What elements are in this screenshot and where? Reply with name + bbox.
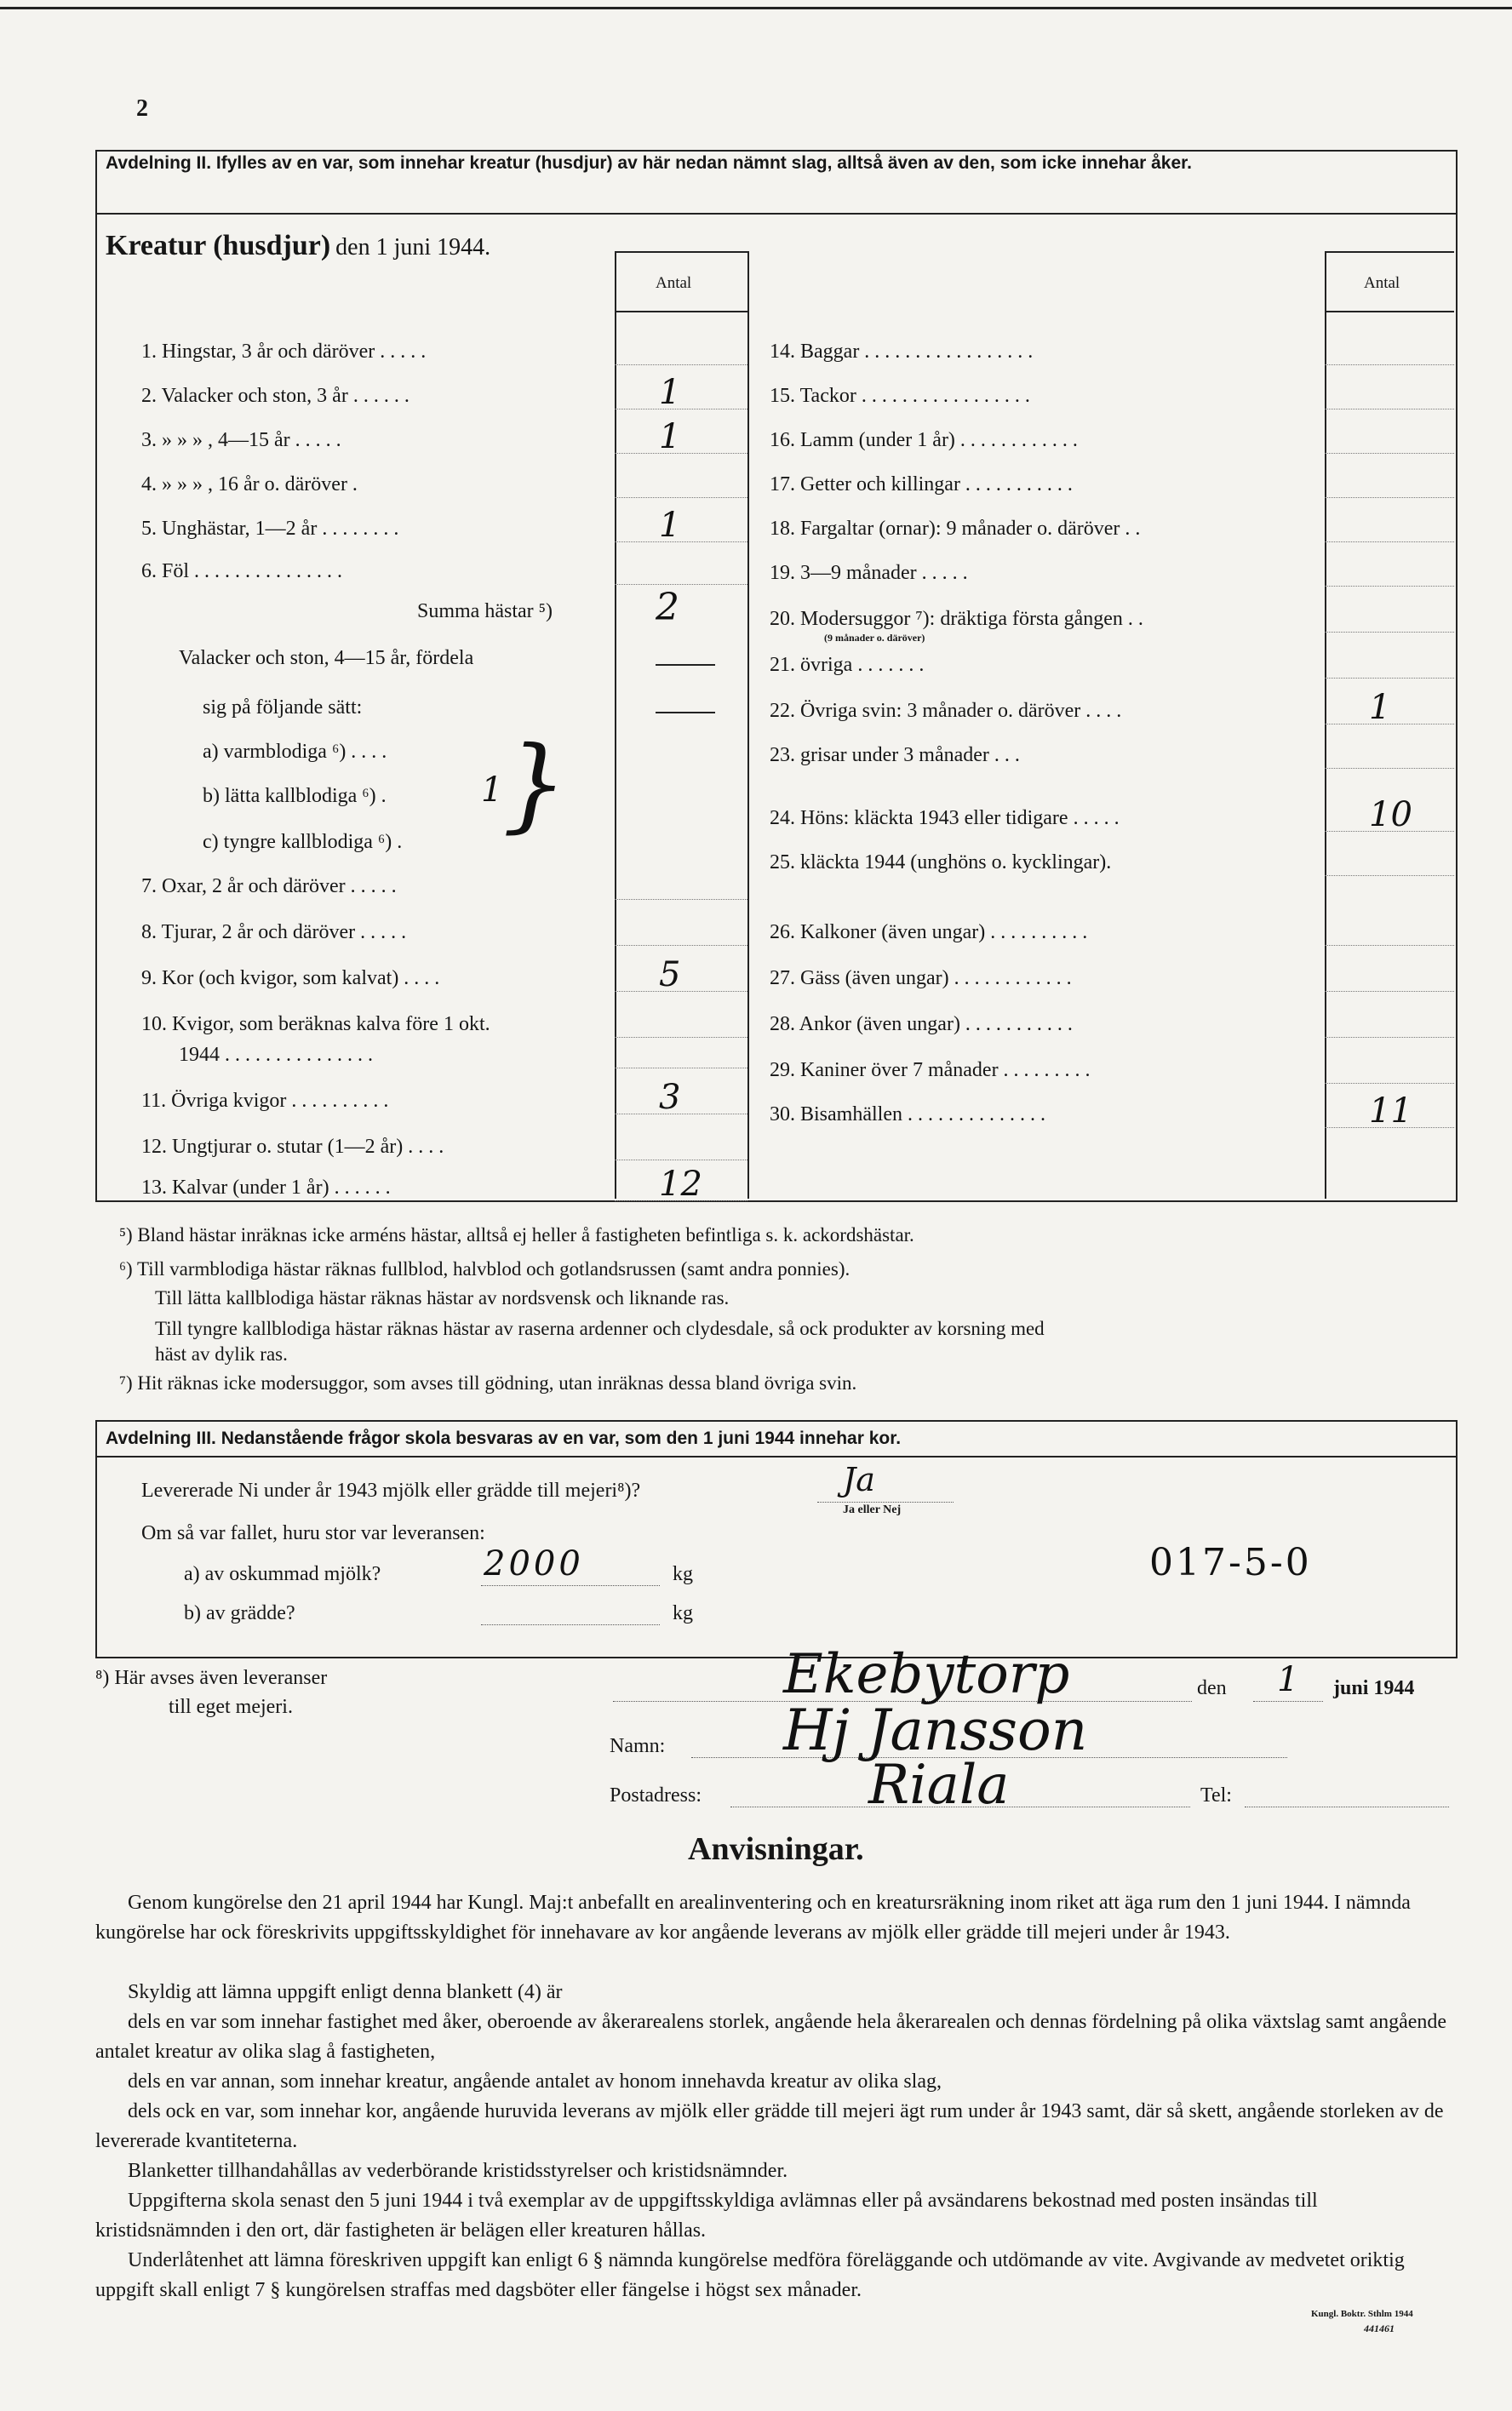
right-row-20-cell[interactable] xyxy=(1325,632,1454,633)
left-row-3-cell[interactable] xyxy=(615,453,747,454)
right-row-18-label: 18. Fargaltar (ornar): 9 månader o. däröver . . xyxy=(770,518,1141,540)
left-row-5-value[interactable]: 1 xyxy=(659,506,681,545)
right-row-28-cell[interactable] xyxy=(1325,1037,1454,1038)
postadress-value[interactable]: Riala xyxy=(868,1754,1010,1817)
a-unit: kg xyxy=(673,1563,693,1585)
right-row-24-label: 24. Höns: kläckta 1943 eller tidigare . . . . . xyxy=(770,807,1120,829)
title-bold: Kreatur (husdjur) xyxy=(106,230,331,261)
valacker-dash2 xyxy=(656,712,715,713)
right-row-16-label: 16. Lamm (under 1 år) . . . . . . . . . . . . xyxy=(770,429,1078,451)
right-row-17-label: 17. Getter och killingar . . . . . . . . . . . xyxy=(770,473,1073,495)
right-row-23-label: 23. grisar under 3 månader . . . xyxy=(770,744,1020,766)
left-row-2-value[interactable]: 1 xyxy=(659,373,681,412)
left-row2-6-label: 11. Övriga kvigor . . . . . . . . . . xyxy=(141,1090,389,1112)
valacker-line1: Valacker och ston, 4—15 år, fördela xyxy=(179,647,474,669)
left-antal-header: Antal xyxy=(656,274,692,292)
printer-mark: Kungl. Boktr. Sthlm 1944 xyxy=(1311,2309,1413,2319)
anvisningar-title: Anvisningar. xyxy=(688,1831,864,1867)
para-7: Uppgifterna skola senast den 5 juni 1944 i två exemplar av de uppgiftsskyldiga avlämnas eller på avsändarens bekostnad med posten insändas till kristidsnämnden i den ort, där fastigheten är belägen eller kreaturen hållas. xyxy=(95,2190,1318,2242)
summa-value[interactable]: 2 xyxy=(656,586,679,629)
left-row2-2-cell[interactable] xyxy=(615,945,747,946)
footnote-6: ⁶) Till varmblodiga hästar räknas fullblod, halvblod och gotlandsrussen (samt andra ponnies). xyxy=(119,1258,850,1280)
a-line xyxy=(481,1585,660,1586)
right-row-25-label: 25. kläckta 1944 (unghöns o. kycklingar). xyxy=(770,851,1112,873)
para-3: dels en var som innehar fastighet med åker, oberoende av åkerarealens storlek, angående hela åkerarealen och dennas fördelning på olika växtslag samt angående antalet kreatur av olika slag å fastigheten, xyxy=(95,2011,1447,2063)
left-antal-col-left xyxy=(615,251,616,1199)
title-rest: den 1 juni 1944. xyxy=(335,234,491,261)
right-row-22-value[interactable]: 1 xyxy=(1369,688,1391,727)
left-row2-4-label: 10. Kvigor, som beräknas kalva före 1 okt. xyxy=(141,1013,490,1035)
left-row-5-cell[interactable] xyxy=(615,541,747,542)
left-row-4-cell[interactable] xyxy=(615,497,747,498)
q1-answer-line xyxy=(817,1502,954,1503)
b-line xyxy=(481,1624,660,1625)
top-rule xyxy=(0,7,1512,9)
right-row-25-cell[interactable] xyxy=(1325,875,1454,876)
right-row-16-cell[interactable] xyxy=(1325,453,1454,454)
namn-label: Namn: xyxy=(610,1735,666,1757)
right-row-22-label: 22. Övriga svin: 3 månader o. däröver . . . . xyxy=(770,700,1122,722)
day-line xyxy=(1253,1701,1323,1702)
footnote-7: ⁷) Hit räknas icke modersuggor, som avses till gödning, utan inräknas dessa bland övriga svin. xyxy=(119,1372,857,1394)
para-1: Genom kungörelse den 21 april 1944 har Kungl. Maj:t anbefallt en arealinventering och en kreatursräkning inom riket att äga rum den 1 juni 1944. I nämnda kungörelse har ock föreskrivits uppgiftsskyldighet för innehavare av kor angående leverans av mjölk eller grädde till mejeri under år 1943. xyxy=(95,1892,1411,1944)
code-note: 017-5-0 xyxy=(1149,1541,1312,1584)
section2-header: Avdelning II. Ifylles av en var, som innehar kreatur (husdjur) av här nedan nämnt slag, alltså även av den, som icke innehar åker. xyxy=(106,153,1193,173)
left-row2-3-value[interactable]: 5 xyxy=(659,955,681,994)
right-row-27-label: 27. Gäss (även ungar) . . . . . . . . . . . . xyxy=(770,967,1072,989)
right-row-23-cell[interactable] xyxy=(1325,768,1454,769)
footnote-6b: Till lätta kallblodiga hästar räknas hästar av nordsvensk och liknande ras. xyxy=(155,1287,730,1309)
right-row-26-cell[interactable] xyxy=(1325,945,1454,946)
left-row2-3-label: 9. Kor (och kvigor, som kalvat) . . . . xyxy=(141,967,440,989)
right-row-20-label: 20. Modersuggor ⁷): dräktiga första gången . . xyxy=(770,608,1143,630)
valacker-dash1 xyxy=(656,664,715,666)
left-row-3-label: 3. » » » , 4—15 år . . . . . xyxy=(141,429,341,451)
brace-glyph: } xyxy=(502,725,568,844)
q1-answer[interactable]: Ja xyxy=(843,1461,875,1498)
right-row-29-label: 29. Kaniner över 7 månader . . . . . . . . . xyxy=(770,1059,1091,1081)
left-row2-5-label: 1944 . . . . . . . . . . . . . . . xyxy=(179,1044,373,1066)
left-row2-8-value[interactable]: 12 xyxy=(659,1165,702,1204)
valacker-line2: sig på följande sätt: xyxy=(203,696,363,719)
left-row2-7-label: 12. Ungtjurar o. stutar (1—2 år) . . . . xyxy=(141,1136,444,1158)
right-row-30-value[interactable]: 11 xyxy=(1369,1091,1412,1131)
q1-hint: Ja eller Nej xyxy=(843,1503,902,1516)
month-year: juni 1944 xyxy=(1333,1677,1415,1699)
left-row-1-label: 1. Hingstar, 3 år och däröver . . . . . xyxy=(141,341,427,363)
b-label: b) av grädde? xyxy=(184,1602,295,1624)
left-row2-4-cell[interactable] xyxy=(615,1037,747,1038)
left-antal-col-right xyxy=(747,251,749,1199)
right-antal-top xyxy=(1325,251,1454,253)
den-label: den xyxy=(1197,1677,1227,1699)
a-value[interactable]: 2000 xyxy=(484,1544,584,1583)
page-number: 2 xyxy=(136,95,148,122)
right-row-28-label: 28. Ankor (även ungar) . . . . . . . . . . . xyxy=(770,1013,1073,1035)
left-antal-header-rule xyxy=(615,311,749,312)
q1-label: Levererade Ni under år 1943 mjölk eller grädde till mejeri⁸)? xyxy=(141,1480,641,1502)
right-row-19-cell[interactable] xyxy=(1325,586,1454,587)
left-row-1-cell[interactable] xyxy=(615,364,747,365)
left-row-3-value[interactable]: 1 xyxy=(659,417,681,456)
left-row2-3-cell[interactable] xyxy=(615,991,747,992)
sub-b-value[interactable]: 1 xyxy=(481,770,503,810)
right-row-19-label: 19. 3—9 månader . . . . . xyxy=(770,562,968,584)
left-row-6-label: 6. Föl . . . . . . . . . . . . . . . xyxy=(141,560,343,582)
right-antal-col-left xyxy=(1325,251,1326,1199)
sub-c-label: c) tyngre kallblodiga ⁶) . xyxy=(203,831,403,853)
right-row-29-cell[interactable] xyxy=(1325,1083,1454,1084)
left-row-6-cell[interactable] xyxy=(615,584,747,585)
left-row2-1-label: 7. Oxar, 2 år och däröver . . . . . xyxy=(141,875,397,897)
footnote-5: ⁵) Bland hästar inräknas icke arméns hästar, alltså ej heller å fastigheten befintliga s. k. ackordshästar. xyxy=(119,1224,914,1246)
a-label: a) av oskummad mjölk? xyxy=(184,1563,381,1585)
right-antal-header-rule xyxy=(1325,311,1454,312)
footnote-6c: Till tyngre kallblodiga hästar räknas hästar av raserna ardenner och clydesdale, så ock produkter av korsning med xyxy=(155,1318,1045,1339)
left-row2-1-cell[interactable] xyxy=(615,899,747,900)
q2-label: Om så var fallet, huru stor var leveransen: xyxy=(141,1522,485,1544)
left-row2-8-label: 13. Kalvar (under 1 år) . . . . . . xyxy=(141,1177,391,1199)
section2-header-rule xyxy=(95,213,1456,215)
summa-label: Summa hästar ⁵) xyxy=(417,600,553,622)
day-value[interactable]: 1 xyxy=(1277,1660,1299,1699)
footnote-8b: till eget mejeri. xyxy=(169,1696,293,1718)
sub-b-label: b) lätta kallblodiga ⁶) . xyxy=(203,785,387,807)
right-row-17-cell[interactable] xyxy=(1325,497,1454,498)
printer-code: 441461 xyxy=(1364,2322,1395,2334)
right-row-14-label: 14. Baggar . . . . . . . . . . . . . . . . . xyxy=(770,341,1034,363)
section3-header: Avdelning III. Nedanstående frågor skola besvaras av en var, som den 1 juni 1944 innehar kor. xyxy=(106,1429,902,1448)
footnote-8a: ⁸) Här avses även leveranser xyxy=(95,1667,328,1689)
footnote-6d: häst av dylik ras. xyxy=(155,1343,288,1365)
para-6: Blanketter tillhandahållas av vederbörande kristidsstyrelser och kristidsnämnder. xyxy=(128,2160,788,2182)
para-8: Underlåtenhet att lämna föreskriven uppgift kan enligt 6 § nämnda kungörelse medföra föreläggande och utdömande av vite. Avgivande av medvetet oriktig uppgift skall enligt 7 § kungörelsen straffas med dagsböter eller fängelse i högst sex månader. xyxy=(95,2249,1405,2301)
right-antal-header: Antal xyxy=(1364,274,1400,292)
namn-value[interactable]: Hj Jansson xyxy=(783,1698,1088,1763)
sub-a-label: a) varmblodiga ⁶) . . . . xyxy=(203,741,387,763)
right-row-27-cell[interactable] xyxy=(1325,991,1454,992)
left-row2-6-value[interactable]: 3 xyxy=(659,1078,681,1117)
right-row-21-label: 21. övriga . . . . . . . xyxy=(770,654,925,676)
moder-note: (9 månader o. däröver) xyxy=(824,632,925,644)
left-row-5-label: 5. Unghästar, 1—2 år . . . . . . . . xyxy=(141,518,399,540)
para-5: dels ock en var, som innehar kor, angående huruvida leverans av mjölk eller grädde till mejeri ägt rum under år 1943 samt, där så skett, angående storleken av de levererade kvantiteterna. xyxy=(95,2100,1444,2152)
place-value[interactable]: Ekebytorp xyxy=(783,1643,1070,1706)
para-2: Skyldig att lämna uppgift enligt denna blankett (4) är xyxy=(128,1981,563,2003)
right-row-30-label: 30. Bisamhällen . . . . . . . . . . . . . . xyxy=(770,1103,1045,1125)
left-row2-2-label: 8. Tjurar, 2 år och däröver . . . . . xyxy=(141,921,407,943)
left-antal-top xyxy=(615,251,749,253)
right-row-18-cell[interactable] xyxy=(1325,541,1454,542)
right-row-15-label: 15. Tackor . . . . . . . . . . . . . . . . . xyxy=(770,385,1030,407)
section3-header-rule xyxy=(95,1456,1456,1457)
right-row-14-cell[interactable] xyxy=(1325,364,1454,365)
right-row-26-label: 26. Kalkoner (även ungar) . . . . . . . . . . xyxy=(770,921,1088,943)
right-row-21-cell[interactable] xyxy=(1325,678,1454,679)
right-row-24-value[interactable]: 10 xyxy=(1369,795,1412,834)
para-4: dels en var annan, som innehar kreatur, angående antalet av honom innehavda kreatur av olika slag, xyxy=(128,2070,942,2093)
postadress-label: Postadress: xyxy=(610,1784,702,1807)
left-row-4-label: 4. » » » , 16 år o. däröver . xyxy=(141,473,358,495)
left-row-2-label: 2. Valacker och ston, 3 år . . . . . . xyxy=(141,385,410,407)
tel-label: Tel: xyxy=(1200,1784,1232,1807)
section2-title xyxy=(106,230,490,262)
b-unit: kg xyxy=(673,1602,693,1624)
